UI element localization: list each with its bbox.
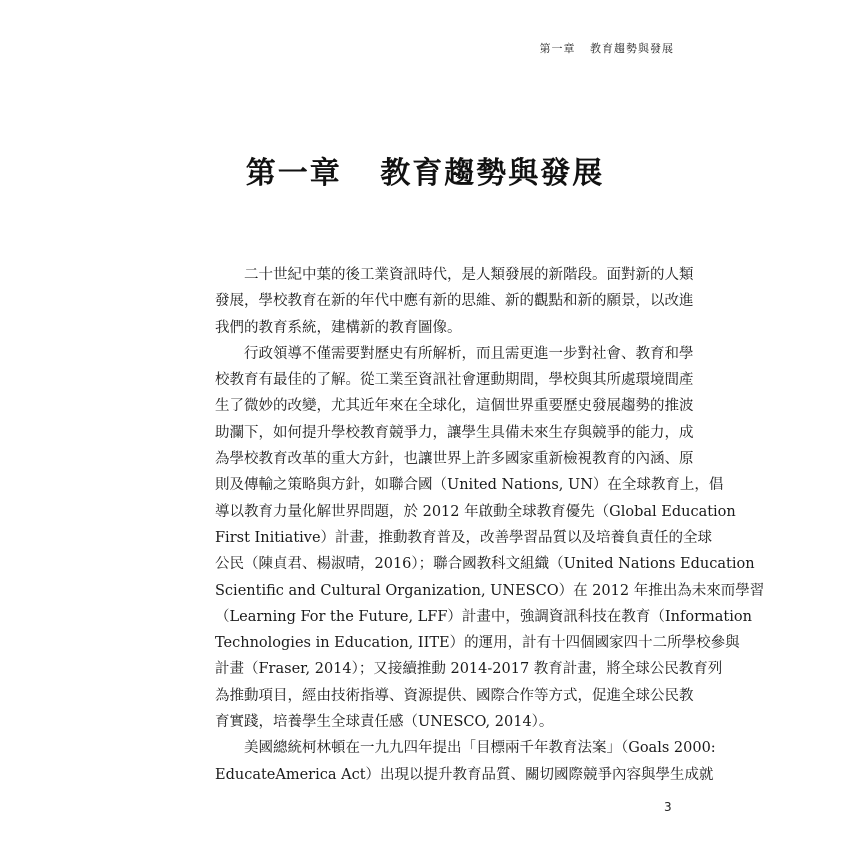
text-line: 助瀾下，如何提升學校教育競爭力，讓學生具備未來生存與競爭的能力，成 xyxy=(215,424,694,441)
text-line: 育實踐，培養學生全球責任感（UNESCO, 2014）。 xyxy=(215,714,554,731)
page-number: 3 xyxy=(664,800,672,814)
text-line: 二十世紀中葉的後工業資訊時代，是人類發展的新階段。面對新的人類 xyxy=(244,267,694,283)
text-line: 則及傳輸之策略與方針，如聯合國（United Nations, UN）在全球教育上，倡 xyxy=(215,477,724,494)
text-line: 我們的教育系統，建構新的教育圖像。 xyxy=(215,319,462,336)
text-line: 行政領導不僅需要對歷史有所解析，而且需更進一步對社會、教育和學 xyxy=(244,345,694,362)
paragraph xyxy=(215,262,694,341)
running-header-title: 教育趨勢與發展 xyxy=(590,42,674,55)
text-line: 計畫（Fraser, 2014）；又接續推動 2014-2017 教育計畫，將全球公民教育列 xyxy=(215,661,723,678)
text-line: 美國總統柯林頓在一九九四年提出「目標兩千年教育法案」（Goals 2000: xyxy=(244,740,716,757)
chapter-title xyxy=(0,148,850,192)
text-line: 校教育有最佳的了解。從工業至資訊社會運動期間，學校與其所處環境間產 xyxy=(215,372,694,389)
text-line: 公民（陳貞君、楊淑晴，2016）；聯合國教科文組織（United Nations Education xyxy=(215,556,755,573)
paragraph xyxy=(215,735,716,788)
text-line: 生了微妙的改變，尤其近年來在全球化，這個世界重要歷史發展趨勢的推波 xyxy=(215,398,694,415)
text-line: EducateAmerica Act）出現以提升教育品質、關切國際競爭內容與學生成就 xyxy=(215,766,714,783)
text-line: Technologies in Education, IITE）的運用，計有十四個國家四十二所學校參與 xyxy=(215,635,740,652)
body-text xyxy=(215,262,765,788)
running-header xyxy=(540,40,675,56)
running-header-chapter: 第一章 xyxy=(539,42,576,55)
text-line: （Learning For the Future, LFF）計畫中，強調資訊科技在教育（Information xyxy=(215,608,752,625)
text-line: 為推動項目，經由技術指導、資源提供、國際合作等方式，促進全球公民教 xyxy=(215,687,694,704)
text-line: 為學校教育改革的重大方針，也讓世界上許多國家重新檢視教育的內涵、原 xyxy=(215,451,694,468)
text-line: 導以教育力量化解世界問題，於 2012 年啟動全球教育優先（Global Education xyxy=(215,503,736,520)
text-line: First Initiative）計畫，推動教育普及，改善學習品質以及培養負責任的全球 xyxy=(215,529,713,546)
text-line: 發展，學校教育在新的年代中應有新的思維、新的觀點和新的願景，以改進 xyxy=(215,293,694,310)
chapter-number: 第一章 xyxy=(245,156,342,191)
paragraph xyxy=(215,341,765,735)
chapter-name: 教育趨勢與發展 xyxy=(380,156,605,191)
text-line: Scientific and Cultural Organization, UNESCO）在 2012 年推出為未來而學習 xyxy=(215,582,765,599)
